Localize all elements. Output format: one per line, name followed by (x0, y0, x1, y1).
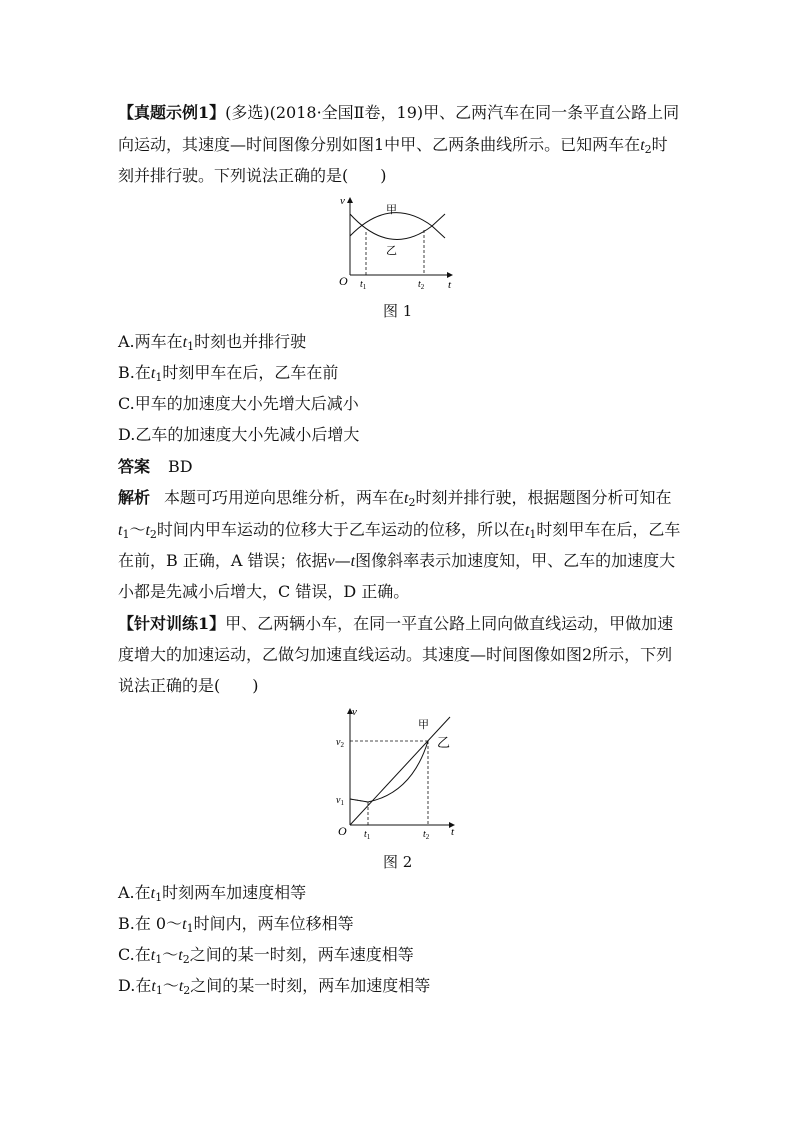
figure-2-v1-label: $v_1$ (336, 795, 344, 807)
example-line-1 (118, 103, 679, 123)
analysis-label: 解析 (118, 488, 151, 507)
figure-1-caption: 图 1 (383, 302, 413, 320)
figure-1-jia-label: 甲 (386, 204, 397, 216)
figure-1-curve-yi (350, 214, 432, 239)
figure-1-v-label: v (340, 195, 345, 207)
figure-2-t-label: t (451, 826, 455, 838)
figure-2-jia-label: 甲 (418, 719, 429, 731)
training-tag: 【针对训练1】 (118, 614, 226, 633)
option-2-d: D.在$t_1\sim t_2$之间的某一时刻，两车加速度相等 (118, 976, 431, 997)
training-line-1: 【针对训练1】甲、乙两辆小车，在同一平直公路上同向做直线运动，甲做加速 (118, 614, 674, 633)
example-line-3: 刻并排行驶。下列说法正确的是( ) (118, 166, 387, 185)
figure-1-t-label: t (448, 279, 452, 290)
answer-line (118, 457, 193, 477)
figure-1-origin: O (339, 274, 348, 288)
answer-label: 答案 (118, 457, 151, 476)
analysis-line-3: 在前，B 正确，A 错误；依据v—t图像斜率表示加速度知，甲、乙车的加速度大 (118, 551, 676, 570)
option-2-c: C.在$t_1\sim t_2$之间的某一时刻，两车速度相等 (118, 945, 414, 966)
option-1-c: C.甲车的加速度大小先增大后减小 (118, 394, 359, 413)
example-text-1: (多选)(2018·全国Ⅱ卷，19)甲、乙两汽车在同一条平直公路上同 (225, 103, 680, 122)
figure-2 (332, 703, 467, 843)
option-1-d: D.乙车的加速度大小先减小后增大 (118, 425, 360, 444)
figure-1-t1-label: $t_1$ (360, 279, 367, 290)
figure-1 (330, 190, 470, 290)
option-2-a: A.在$t_1$时刻两车加速度相等 (118, 883, 307, 904)
example-line-2: 向运动，其速度—时间图像分别如图1中甲、乙两条曲线所示。已知两车在$t_2$时 (118, 135, 668, 156)
figure-1-yi-label: 乙 (386, 245, 397, 257)
figure-1-curve-jia (350, 213, 432, 236)
analysis-line-1: 解析 本题可巧用逆向思维分析，两车在$t_2$时刻并排行驶，根据题图分析可知在 (118, 488, 672, 509)
figure-1-t2-label: $t_2$ (418, 279, 425, 290)
figure-2-caption: 图 2 (383, 853, 413, 871)
answer-value: BD (168, 457, 193, 476)
figure-2-line-jia (350, 717, 450, 825)
example-tag: 【真题示例1】 (118, 103, 226, 122)
option-2-b: B.在 $0\sim t_1$时间内，两车位移相等 (118, 914, 354, 935)
analysis-line-2: $t_1\sim t_2$时间内甲车运动的位移大于乙车运动的位移，所以在$t_1$时刻甲车在后，乙车 (118, 520, 681, 541)
figure-2-yi-label: 乙 (437, 735, 451, 750)
training-line-3: 说法正确的是( ) (118, 676, 259, 695)
option-1-b: B.在$t_1$时刻甲车在后，乙车在前 (118, 363, 339, 384)
analysis-line-4: 小都是先减小后增大，C 错误，D 正确。 (118, 582, 410, 601)
figure-2-origin: O (338, 824, 347, 838)
figure-2-t1-label: $t_1$ (364, 829, 371, 841)
training-line-2: 度增大的加速运动，乙做匀加速直线运动。其速度—时间图像如图2所示，下列 (118, 645, 673, 664)
figure-2-curve-yi (350, 741, 428, 802)
figure-2-v2-label: $v_2$ (336, 737, 344, 749)
figure-2-t2-label: $t_2$ (423, 829, 430, 841)
figure-2-v-label: v (352, 706, 357, 718)
option-1-a: A.两车在$t_1$时刻也并排行驶 (118, 332, 307, 353)
